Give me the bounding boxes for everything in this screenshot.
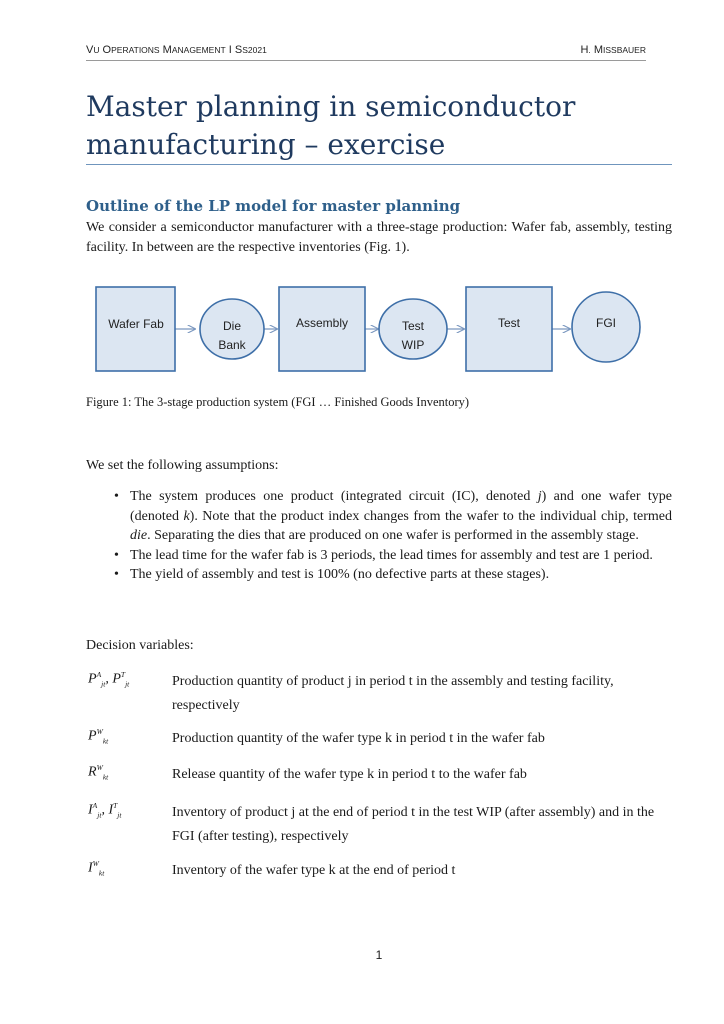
title-line-1: Master planning in semiconductor bbox=[86, 90, 576, 123]
variable-symbol: $R^W_{kt}$ bbox=[88, 763, 109, 782]
assumptions-list bbox=[86, 487, 672, 585]
page-header bbox=[86, 44, 646, 61]
assumption-item: • The lead time for the wafer fab is 3 periods, the lead times for assembly and test are 1 period. bbox=[86, 546, 672, 566]
node-die-bank-label-1: Die bbox=[222, 319, 242, 333]
variable-description: Production quantity of product j in period t in the assembly and testing facility, respectively bbox=[172, 674, 614, 713]
intro-paragraph: We consider a semiconductor manufacturer with a three-stage production: Wafer fab, assembly, testing facility. In between are the respective inventories (Fig. 1). bbox=[86, 220, 672, 255]
node-fgi-label: FGI bbox=[596, 316, 616, 330]
assumptions-intro: We set the following assumptions: bbox=[86, 458, 279, 473]
header-course: VU OPERATIONS MANAGEMENT I SS2021 bbox=[86, 44, 267, 56]
assumption-item: • The yield of assembly and test is 100% (no defective parts at these stages). bbox=[86, 565, 672, 585]
page-number: 1 bbox=[375, 948, 383, 962]
bullet: • bbox=[114, 547, 119, 563]
section-heading: Outline of the LP model for master planning bbox=[86, 197, 461, 215]
variable-description: Inventory of the wafer type k at the end of period t bbox=[172, 863, 456, 878]
document-title bbox=[86, 88, 646, 164]
node-test-wip-label-2: WIP bbox=[401, 338, 425, 352]
header-author: H. MISSBAUER bbox=[580, 44, 646, 56]
node-assembly-label: Assembly bbox=[295, 316, 349, 330]
bullet: • bbox=[114, 489, 119, 504]
title-line-2: manufacturing – exercise bbox=[86, 128, 446, 161]
variable-description: Production quantity of the wafer type k in period t in the wafer fab bbox=[172, 731, 545, 746]
node-die-bank-label-2: Bank bbox=[218, 338, 246, 352]
decision-variables-heading: Decision variables: bbox=[86, 638, 194, 653]
variable-description: Inventory of product j at the end of period t in the test WIP (after assembly) and in the FGI (after testing), respectively bbox=[172, 805, 655, 844]
assumption-item: • The system produces one product (integrated circuit (IC), denoted j) and one wafer type (denoted k). Note that the product index changes from the wafer to the individual chip, termed die. Separating the dies that are produced on one wafer is performed in the assembly stage. bbox=[114, 489, 672, 543]
variable-description: Release quantity of the wafer type k in period t to the wafer fab bbox=[172, 767, 527, 782]
variable-symbol: $I^A_{jt}$, $I^T_{jt}$ bbox=[88, 801, 122, 820]
variable-symbol: $P^W_{kt}$ bbox=[88, 727, 109, 746]
title-divider bbox=[86, 164, 672, 165]
node-test-label: Test bbox=[497, 316, 521, 330]
variable-symbol: $I^W_{kt}$ bbox=[88, 859, 105, 878]
node-wafer-fab-label: Wafer Fab bbox=[108, 317, 164, 331]
figure-caption: Figure 1: The 3-stage production system (FGI … Finished Goods Inventory) bbox=[86, 395, 470, 409]
node-test-wip-label-1: Test bbox=[401, 319, 425, 333]
production-system-diagram bbox=[86, 272, 646, 372]
bullet: • bbox=[114, 567, 119, 582]
variable-symbol: $P^A_{jt}$, $P^T_{jt}$ bbox=[88, 670, 130, 689]
